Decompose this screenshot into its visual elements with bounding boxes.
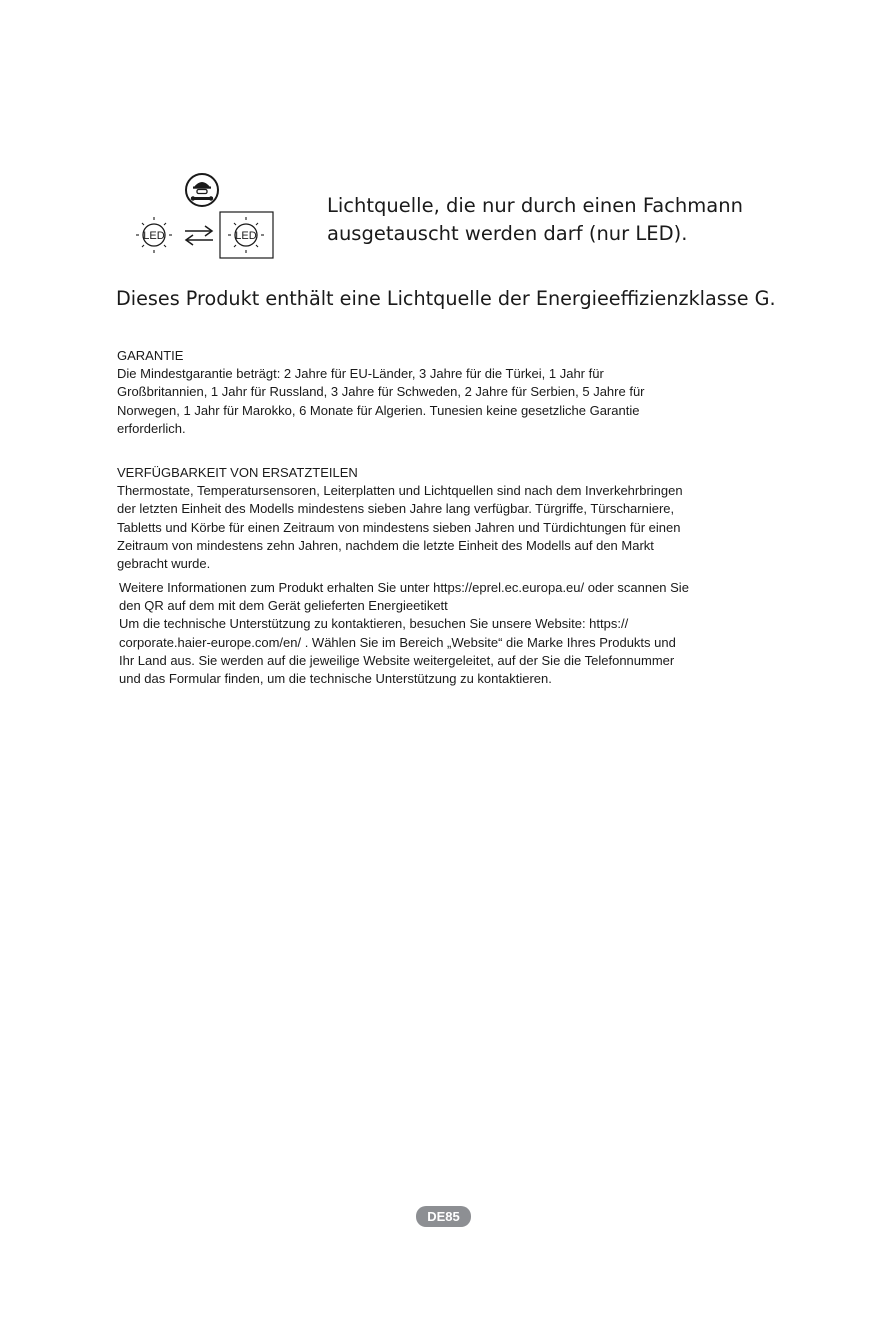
led-bulb-right-icon [220,212,273,258]
spare-parts-line: Thermostate, Temperatursensoren, Leiterplatten und Lichtquellen sind nach dem Inverkehrbringen [117,483,683,499]
technician-with-wrench-icon [186,174,218,206]
info-line: den QR auf dem mit dem Gerät gelieferten Energieetikett [119,598,448,614]
swap-arrows-icon [185,226,213,245]
led-replacement-icon [127,170,277,265]
spare-parts-line: der letzten Einheit des Modells mindestens sieben Jahre lang verfügbar. Türgriffe, Türscharniere, [117,501,675,517]
info-section [119,579,779,688]
spare-parts-section [117,464,777,573]
warranty-line: Großbritannien, 1 Jahr für Russland, 3 Jahre für Schweden, 2 Jahre für Serbien, 5 Jahre für [117,384,645,400]
light-source-line-2: ausgetauscht werden darf (nur LED). [327,222,688,245]
info-line: Ihr Land aus. Sie werden auf die jeweilige Website weitergeleitet, auf der Sie die Telefonnummer [119,652,675,668]
svg-text:LED: LED [235,230,257,242]
energy-class-statement: Dieses Produkt enthält eine Lichtquelle der Energieeffizienzklasse G. [116,287,776,310]
warranty-line: Die Mindestgarantie beträgt: 2 Jahre für EU-Länder, 3 Jahre für die Türkei, 1 Jahr für [117,366,604,382]
warranty-heading: GARANTIE [117,348,184,363]
info-line: Weitere Informationen zum Produkt erhalten Sie unter https://eprel.ec.europa.eu/ oder scannen Sie [119,580,689,595]
warranty-line: Norwegen, 1 Jahr für Marokko, 6 Monate für Algerien. Tunesien keine gesetzliche Garantie [117,402,640,418]
spare-parts-line: Tabletts und Körbe für einen Zeitraum von mindestens sieben Jahren und Türdichtungen für einen [117,519,681,535]
led-bulb-left-icon [136,217,172,253]
info-line: Um die technische Unterstützung zu kontaktieren, besuchen Sie unsere Website: https:// [119,616,629,632]
spare-parts-line: Zeitraum von mindestens zehn Jahren, nachdem die letzte Einheit des Modells auf den Markt [117,537,654,553]
spare-parts-heading: VERFÜGBARKEIT VON ERSATZTEILEN [117,465,358,480]
light-source-notice [327,192,787,248]
svg-text:LED: LED [143,230,165,242]
warranty-section [117,347,777,438]
page-number-badge: DE85 [416,1206,471,1227]
info-line: corporate.haier-europe.com/en/ . Wählen Sie im Bereich „Website“ die Marke Ihres Produkts und [119,634,676,650]
warranty-line: erforderlich. [117,420,186,436]
info-line: und das Formular finden, um die technische Unterstützung zu kontaktieren. [119,671,552,687]
light-source-line-1: Lichtquelle, die nur durch einen Fachmann [327,194,743,217]
spare-parts-line: gebracht wurde. [117,556,211,572]
